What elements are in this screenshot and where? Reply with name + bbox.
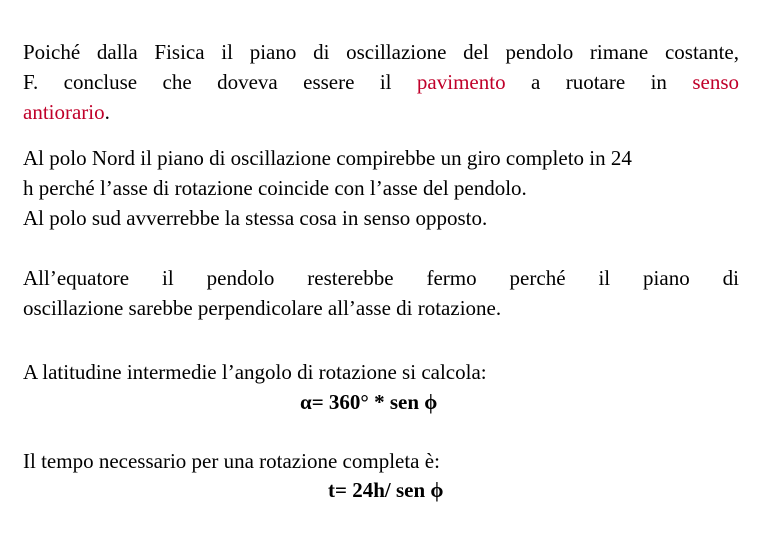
p5-line1: Il tempo necessario per una rotazione completa è:: [23, 449, 440, 473]
p1-line2-text-b: a ruotare in: [505, 70, 693, 94]
paragraph-foucault-conclusion: [23, 37, 739, 127]
p1-line2-text-a: F. concluse che doveva essere il: [23, 70, 417, 94]
p1-line2: [23, 67, 739, 97]
formula-rotation-angle: α= 360° * sen ϕ: [300, 390, 438, 414]
p2-line3: Al polo sud avverrebbe la stessa cosa in senso opposto.: [23, 206, 488, 230]
paragraph-rotation-time: [23, 446, 440, 476]
highlight-senso: senso: [692, 70, 739, 94]
paragraph-equator: [23, 263, 739, 323]
p3-line1: All’equatore il pendolo resterebbe fermo perché il piano di: [23, 266, 739, 290]
p2-line2: h perché l’asse di rotazione coincide con l’asse del pendolo.: [23, 176, 527, 200]
p1-line3: [23, 97, 739, 127]
highlight-antiorario: antiorario: [23, 100, 105, 124]
highlight-pavimento: pavimento: [416, 70, 506, 94]
p2-line1: Al polo Nord il piano di oscillazione compirebbe un giro completo in 24: [23, 146, 632, 170]
p4-line1: A latitudine intermedie l’angolo di rotazione si calcola:: [23, 360, 487, 384]
formula-rotation-time: t= 24h/ sen ϕ: [328, 478, 444, 502]
p1-line3-period: .: [104, 100, 110, 124]
p1-line1: Poiché dalla Fisica il piano di oscillazione del pendolo rimane costante,: [23, 40, 739, 64]
paragraph-intermediate-latitude: [23, 357, 487, 387]
p3-line2: oscillazione sarebbe perpendicolare all’asse di rotazione.: [23, 296, 502, 320]
paragraph-north-pole: [23, 143, 632, 233]
